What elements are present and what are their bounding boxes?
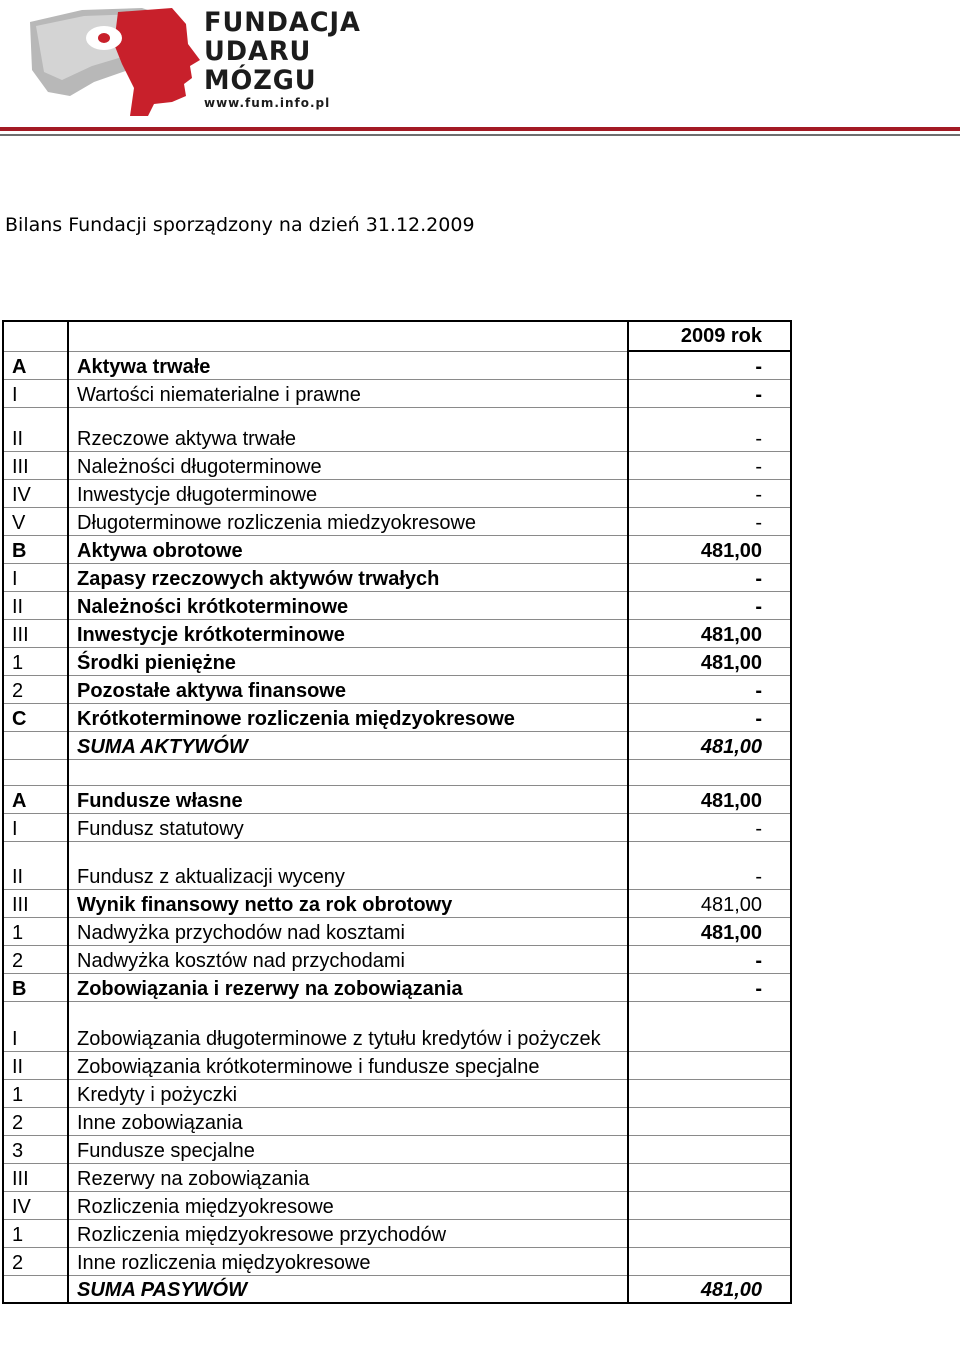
row-label: SUMA PASYWÓW — [68, 1275, 628, 1303]
foundation-logo — [22, 4, 392, 116]
table-row — [3, 479, 791, 507]
row-value: - — [628, 591, 791, 619]
logo-line-2: UDARU — [204, 36, 312, 67]
table-row — [3, 1163, 791, 1191]
row-label: Fundusze specjalne — [68, 1135, 628, 1163]
row-code — [3, 759, 68, 785]
row-label: Inne rozliczenia międzyokresowe — [68, 1247, 628, 1275]
row-value — [628, 1247, 791, 1275]
row-code: II — [3, 1051, 68, 1079]
row-value: 481,00 — [628, 619, 791, 647]
row-code: 2 — [3, 945, 68, 973]
row-label: Kredyty i pożyczki — [68, 1079, 628, 1107]
row-label: Pozostałe aktywa finansowe — [68, 675, 628, 703]
row-label: Należności krótkoterminowe — [68, 591, 628, 619]
head-profile-logo-icon — [22, 4, 222, 116]
table-row — [3, 703, 791, 731]
row-code: I — [3, 1001, 68, 1051]
logo-line-3: MÓZGU — [204, 65, 317, 96]
row-code: I — [3, 813, 68, 841]
table-row — [3, 759, 791, 785]
table-row — [3, 1001, 791, 1051]
table-row — [3, 507, 791, 535]
row-label: Zobowiązania krótkoterminowe i fundusze specjalne — [68, 1051, 628, 1079]
row-label: Wynik finansowy netto za rok obrotowy — [68, 889, 628, 917]
row-label: Zobowiązania i rezerwy na zobowiązania — [68, 973, 628, 1001]
row-code: II — [3, 407, 68, 451]
row-value — [628, 759, 791, 785]
row-code: V — [3, 507, 68, 535]
table-row — [3, 591, 791, 619]
row-code: 2 — [3, 1107, 68, 1135]
row-code: C — [3, 703, 68, 731]
table-row — [3, 451, 791, 479]
header-year-cell: 2009 rok — [628, 321, 791, 351]
table-row — [3, 1247, 791, 1275]
row-value — [628, 1079, 791, 1107]
row-code: A — [3, 785, 68, 813]
table-row — [3, 1051, 791, 1079]
row-code: 1 — [3, 1219, 68, 1247]
row-label: Rozliczenia międzyokresowe — [68, 1191, 628, 1219]
row-value — [628, 1135, 791, 1163]
header-label-cell — [68, 321, 628, 351]
row-code: B — [3, 973, 68, 1001]
row-value: - — [628, 379, 791, 407]
row-label — [68, 759, 628, 785]
header-rule-red — [0, 127, 960, 131]
row-value — [628, 1191, 791, 1219]
row-label: Rozliczenia międzyokresowe przychodów — [68, 1219, 628, 1247]
table-row — [3, 647, 791, 675]
table-row — [3, 1135, 791, 1163]
row-value: - — [628, 841, 791, 889]
logo-line-1: FUNDACJA — [204, 7, 361, 38]
document-title: Bilans Fundacji sporządzony na dzień 31.12.2009 — [5, 214, 475, 236]
row-label: Należności długoterminowe — [68, 451, 628, 479]
row-label: Fundusz z aktualizacji wyceny — [68, 841, 628, 889]
row-value: - — [628, 507, 791, 535]
row-code: II — [3, 841, 68, 889]
row-value: - — [628, 945, 791, 973]
row-code: II — [3, 591, 68, 619]
row-value: - — [628, 563, 791, 591]
table-row — [3, 973, 791, 1001]
table-row — [3, 841, 791, 889]
row-label: Zobowiązania długoterminowe z tytułu kredytów i pożyczek — [68, 1001, 628, 1051]
row-label: Inwestycje długoterminowe — [68, 479, 628, 507]
row-value — [628, 1163, 791, 1191]
row-code: III — [3, 451, 68, 479]
row-code: III — [3, 1163, 68, 1191]
row-code: IV — [3, 479, 68, 507]
row-value — [628, 1051, 791, 1079]
row-code — [3, 731, 68, 759]
row-code: IV — [3, 1191, 68, 1219]
row-value: 481,00 — [628, 535, 791, 563]
table-row — [3, 1191, 791, 1219]
row-label: Inwestycje krótkoterminowe — [68, 619, 628, 647]
row-label: Inne zobowiązania — [68, 1107, 628, 1135]
row-value: - — [628, 407, 791, 451]
row-code: 2 — [3, 1247, 68, 1275]
row-label: SUMA AKTYWÓW — [68, 731, 628, 759]
row-code: B — [3, 535, 68, 563]
row-label: Nadwyżka kosztów nad przychodami — [68, 945, 628, 973]
row-value: - — [628, 973, 791, 1001]
row-code: 2 — [3, 675, 68, 703]
table-row — [3, 619, 791, 647]
row-value: 481,00 — [628, 1275, 791, 1303]
logo-wordmark — [204, 8, 369, 110]
row-value: 481,00 — [628, 917, 791, 945]
table-row — [3, 917, 791, 945]
row-code: 3 — [3, 1135, 68, 1163]
row-value — [628, 1001, 791, 1051]
row-code: I — [3, 563, 68, 591]
table-row — [3, 1107, 791, 1135]
table-row — [3, 813, 791, 841]
row-value: 481,00 — [628, 889, 791, 917]
header-rule-grey — [0, 134, 960, 136]
row-code: 1 — [3, 917, 68, 945]
table-row — [3, 379, 791, 407]
row-value: 481,00 — [628, 785, 791, 813]
row-label: Środki pieniężne — [68, 647, 628, 675]
row-value: - — [628, 479, 791, 507]
row-label: Wartości niematerialne i prawne — [68, 379, 628, 407]
logo-url: www.fum.info.pl — [204, 96, 331, 110]
row-code: 1 — [3, 647, 68, 675]
balance-sheet-table — [2, 320, 792, 1304]
table-row — [3, 1079, 791, 1107]
table-row — [3, 407, 791, 451]
table-row — [3, 731, 791, 759]
row-label: Aktywa trwałe — [68, 351, 628, 379]
table-row — [3, 945, 791, 973]
table-row — [3, 1275, 791, 1303]
row-label: Aktywa obrotowe — [68, 535, 628, 563]
table-row — [3, 889, 791, 917]
row-value: - — [628, 451, 791, 479]
row-value — [628, 1107, 791, 1135]
row-value: - — [628, 703, 791, 731]
row-label: Fundusz statutowy — [68, 813, 628, 841]
table-row — [3, 563, 791, 591]
row-code: A — [3, 351, 68, 379]
row-value: - — [628, 813, 791, 841]
table-row — [3, 1219, 791, 1247]
row-code: III — [3, 619, 68, 647]
row-label: Zapasy rzeczowych aktywów trwałych — [68, 563, 628, 591]
row-code — [3, 1275, 68, 1303]
header-code-cell — [3, 321, 68, 351]
row-label: Fundusze własne — [68, 785, 628, 813]
row-code: III — [3, 889, 68, 917]
row-value: 481,00 — [628, 731, 791, 759]
row-value: - — [628, 675, 791, 703]
table-row — [3, 351, 791, 379]
row-value: 481,00 — [628, 647, 791, 675]
row-label: Długoterminowe rozliczenia miedzyokresowe — [68, 507, 628, 535]
row-label: Rzeczowe aktywa trwałe — [68, 407, 628, 451]
row-value: - — [628, 351, 791, 379]
table-row — [3, 535, 791, 563]
row-value — [628, 1219, 791, 1247]
row-code: I — [3, 379, 68, 407]
table-row — [3, 785, 791, 813]
table-header-row — [3, 321, 791, 351]
row-label: Nadwyżka przychodów nad kosztami — [68, 917, 628, 945]
row-label: Krótkoterminowe rozliczenia międzyokresowe — [68, 703, 628, 731]
row-code: 1 — [3, 1079, 68, 1107]
row-label: Rezerwy na zobowiązania — [68, 1163, 628, 1191]
table-row — [3, 675, 791, 703]
